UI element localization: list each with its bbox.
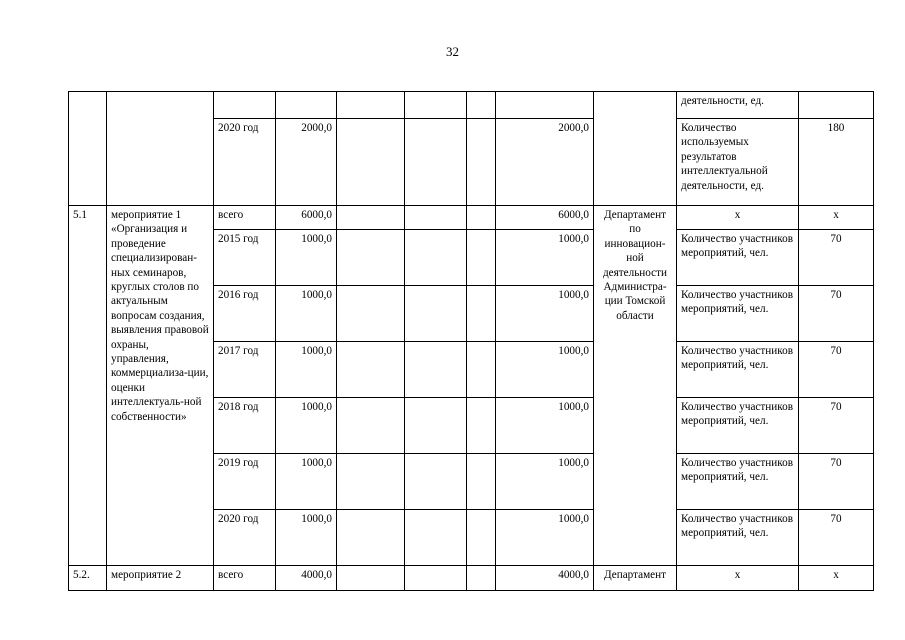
cell-indicator: х [677, 206, 799, 230]
cell-year: 2018 год [214, 398, 276, 454]
cell-target: 70 [799, 342, 874, 398]
cell-total: 1000,0 [276, 286, 337, 342]
program-table [68, 91, 874, 591]
cell-total: 1000,0 [276, 342, 337, 398]
cell-executor [594, 92, 677, 206]
cell-regional [405, 398, 467, 454]
cell-local [467, 92, 496, 119]
cell-target: х [799, 206, 874, 230]
cell-local [467, 398, 496, 454]
cell-local [467, 342, 496, 398]
cell-federal [337, 566, 405, 591]
cell-federal [337, 342, 405, 398]
cell-num: 5.1 [69, 206, 107, 566]
cell-regional [405, 92, 467, 119]
cell-regional [405, 342, 467, 398]
cell-total: 1000,0 [276, 510, 337, 566]
cell-num: 5.2. [69, 566, 107, 591]
cell-extra: 1000,0 [496, 454, 594, 510]
cell-extra: 1000,0 [496, 286, 594, 342]
cell-local [467, 119, 496, 206]
cell-name: мероприятие 1 «Организация и проведение специализирован-ных семинаров, круглых столов по актуальным вопросам создания, выявления правовой охраны, управления, коммерциализа-ции, оценки интеллектуаль-ной собственности» [107, 206, 214, 566]
cell-local [467, 510, 496, 566]
cell-extra: 1000,0 [496, 342, 594, 398]
cell-local [467, 566, 496, 591]
cell-extra: 1000,0 [496, 398, 594, 454]
cell-total: 4000,0 [276, 566, 337, 591]
cell-target [799, 92, 874, 119]
cell-extra: 6000,0 [496, 206, 594, 230]
cell-year [214, 92, 276, 119]
cell-local [467, 454, 496, 510]
cell-name: мероприятие 2 [107, 566, 214, 591]
cell-regional [405, 566, 467, 591]
cell-local [467, 230, 496, 286]
cell-year: всего [214, 206, 276, 230]
cell-year: 2015 год [214, 230, 276, 286]
cell-year: всего [214, 566, 276, 591]
cell-regional [405, 206, 467, 230]
cell-federal [337, 92, 405, 119]
cell-extra [496, 92, 594, 119]
cell-federal [337, 510, 405, 566]
cell-target: 70 [799, 454, 874, 510]
cell-year: 2020 год [214, 119, 276, 206]
cell-target: 70 [799, 510, 874, 566]
cell-total: 2000,0 [276, 119, 337, 206]
cell-indicator: Количество используемых результатов интеллектуальной деятельности, ед. [677, 119, 799, 206]
cell-regional [405, 510, 467, 566]
cell-regional [405, 454, 467, 510]
cell-extra: 4000,0 [496, 566, 594, 591]
cell-indicator: Количество участников мероприятий, чел. [677, 398, 799, 454]
cell-num [69, 92, 107, 206]
cell-indicator: Количество участников мероприятий, чел. [677, 342, 799, 398]
cell-federal [337, 454, 405, 510]
cell-target: 70 [799, 286, 874, 342]
table-row [69, 92, 874, 119]
cell-total [276, 92, 337, 119]
cell-total: 1000,0 [276, 398, 337, 454]
cell-local [467, 286, 496, 342]
cell-total: 1000,0 [276, 454, 337, 510]
cell-indicator: Количество участников мероприятий, чел. [677, 510, 799, 566]
cell-target: 180 [799, 119, 874, 206]
cell-executor: Департамент по инновацион-ной деятельности Администра-ции Томской области [594, 206, 677, 566]
cell-year: 2020 год [214, 510, 276, 566]
cell-federal [337, 286, 405, 342]
cell-target: 70 [799, 230, 874, 286]
cell-indicator: деятельности, ед. [677, 92, 799, 119]
cell-regional [405, 119, 467, 206]
table-row [69, 566, 874, 591]
cell-local [467, 206, 496, 230]
cell-extra: 2000,0 [496, 119, 594, 206]
cell-total: 6000,0 [276, 206, 337, 230]
cell-target: х [799, 566, 874, 591]
cell-executor: Департамент [594, 566, 677, 591]
cell-indicator: Количество участников мероприятий, чел. [677, 454, 799, 510]
cell-regional [405, 286, 467, 342]
table-row [69, 206, 874, 230]
cell-year: 2017 год [214, 342, 276, 398]
cell-indicator: Количество участников мероприятий, чел. [677, 230, 799, 286]
cell-year: 2019 год [214, 454, 276, 510]
cell-indicator: Количество участников мероприятий, чел. [677, 286, 799, 342]
cell-year: 2016 год [214, 286, 276, 342]
cell-extra: 1000,0 [496, 230, 594, 286]
cell-federal [337, 230, 405, 286]
cell-extra: 1000,0 [496, 510, 594, 566]
cell-name [107, 92, 214, 206]
cell-regional [405, 230, 467, 286]
cell-federal [337, 206, 405, 230]
page-number: 32 [446, 44, 459, 59]
cell-federal [337, 119, 405, 206]
cell-target: 70 [799, 398, 874, 454]
cell-federal [337, 398, 405, 454]
cell-indicator: х [677, 566, 799, 591]
cell-total: 1000,0 [276, 230, 337, 286]
